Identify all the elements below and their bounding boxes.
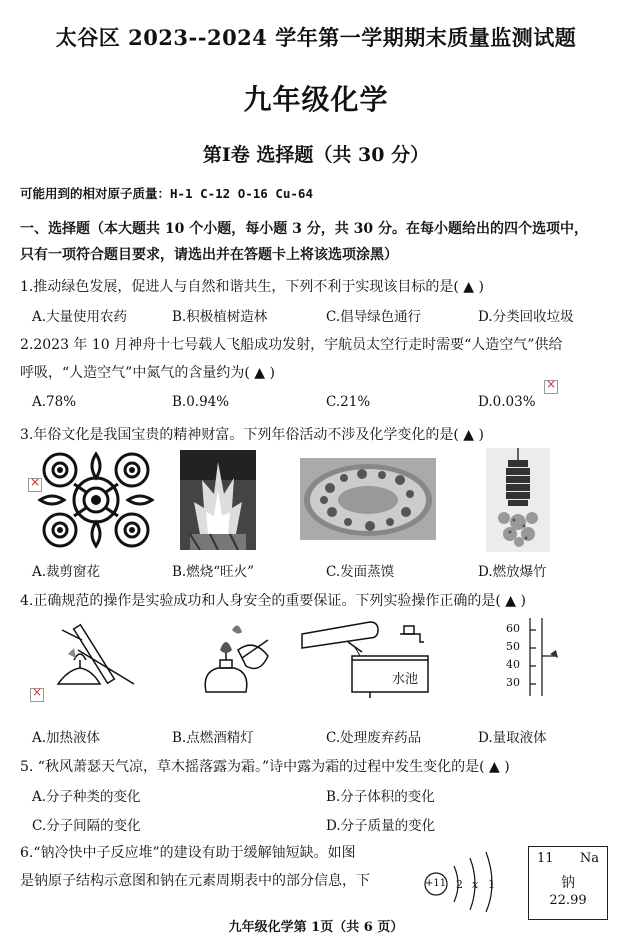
q5-option-c: C.分子间隔的变化	[32, 818, 141, 834]
steamed-buns-image	[300, 458, 436, 540]
paper-cutting-image	[30, 448, 162, 552]
instructions-line2: 只有一项符合题目要求，请选出并在答题卡上将该选项涂黑）	[20, 247, 398, 263]
broken-image-icon	[30, 688, 44, 702]
q1-option-d: D.分类回收垃圾	[478, 309, 574, 325]
q2-stem-line2: 呼吸，“人造空气”中氮气的含量约为( ▲ )	[20, 365, 275, 381]
q1-option-a: A.大量使用农药	[32, 309, 128, 325]
waste-disposal-diagram	[300, 616, 436, 698]
q1-option-b: B.积极植树造林	[172, 309, 268, 325]
shell-3-electrons: 1	[488, 878, 495, 891]
q4-stem: 4.正确规范的操作是实验成功和人身安全的重要保证。下列实验操作正确的是( ▲ )	[20, 593, 526, 609]
q5-option-d: D.分子质量的变化	[326, 818, 436, 834]
element-name: 钠	[561, 875, 575, 891]
q5-option-a: A.分子种类的变化	[32, 789, 141, 805]
q3-option-c: C.发面蒸馍	[326, 564, 395, 580]
atomic-masses: 可能用到的相对原子质量：H-1 C-12 O-16 Cu-64	[20, 186, 313, 201]
subject-title: 九年级化学	[243, 83, 389, 116]
bonfire-image	[180, 450, 256, 550]
q4-option-a: A.加热液体	[32, 730, 101, 746]
q6-stem-line2: 是钠原子结构示意图和钠在元素周期表中的部分信息，下	[20, 873, 370, 889]
cylinder-mark-60: 60	[506, 622, 520, 635]
firecracker-image	[486, 448, 550, 552]
exam-title: 太谷区 2023--2024 学年第一学期期末质量监测试题	[55, 25, 577, 50]
q2-option-d: D.0.03%	[478, 394, 536, 410]
nucleus-charge: +11	[425, 878, 447, 889]
heating-liquid-diagram	[38, 614, 142, 694]
q6-stem-line1: 6.“钠冷快中子反应堆”的建设有助于缓解铀短缺。如图	[20, 845, 356, 861]
cylinder-mark-50: 50	[506, 640, 520, 653]
instructions-line1: 一、选择题（本大题共 10 个小题，每小题 3 分，共 30 分。在每小题给出的四个选项中，	[20, 221, 588, 237]
q4-option-d: D.量取液体	[478, 730, 547, 746]
broken-image-icon	[28, 478, 42, 492]
q5-option-b: B.分子体积的变化	[326, 789, 435, 805]
shell-1-electrons: 2	[456, 878, 463, 891]
q5-stem: 5. “秋风萧瑟天气凉，草木摇落露为霜。”诗中露为霜的过程中发生变化的是( ▲ )	[20, 759, 510, 775]
sink-label: 水池	[392, 672, 419, 687]
q1-option-c: C.倡导绿色通行	[326, 309, 422, 325]
q2-option-b: B.0.94%	[172, 394, 230, 410]
q1-stem: 1.推动绿色发展，促进人与自然和谐共生，下列不利于实现该目标的是( ▲ )	[20, 279, 484, 295]
q4-option-b: B.点燃酒精灯	[172, 730, 254, 746]
shell-2-electrons: x	[472, 878, 479, 891]
q3-option-a: A.裁剪窗花	[32, 564, 101, 580]
cylinder-mark-40: 40	[506, 658, 520, 671]
q4-option-c: C.处理废弃药品	[326, 730, 422, 746]
alcohol-lamp-diagram	[198, 620, 274, 698]
periodic-table-cell	[528, 846, 608, 920]
graduated-cylinder-diagram	[500, 616, 564, 698]
broken-image-icon	[544, 380, 558, 394]
q2-option-a: A.78%	[32, 394, 77, 410]
q3-option-b: B.燃烧“旺火”	[172, 564, 255, 580]
q2-stem-line1: 2.2023 年 10 月神舟十七号载人飞船成功发射，宇航员太空行走时需要“人造空气”供给	[20, 337, 563, 353]
section-title: 第Ⅰ卷 选择题（共 30 分）	[202, 144, 430, 166]
cylinder-mark-30: 30	[506, 676, 520, 689]
element-symbol: Na	[579, 851, 599, 866]
relative-atomic-mass: 22.99	[549, 893, 587, 908]
q3-option-d: D.燃放爆竹	[478, 564, 547, 580]
q2-option-c: C.21%	[326, 394, 371, 410]
q3-stem: 3.年俗文化是我国宝贵的精神财富。下列年俗活动不涉及化学变化的是( ▲ )	[20, 427, 484, 443]
atomic-number: 11	[537, 851, 554, 866]
sodium-atom-structure-diagram	[418, 848, 502, 912]
page-footer: 九年级化学第 1页（共 6 页）	[228, 920, 404, 935]
